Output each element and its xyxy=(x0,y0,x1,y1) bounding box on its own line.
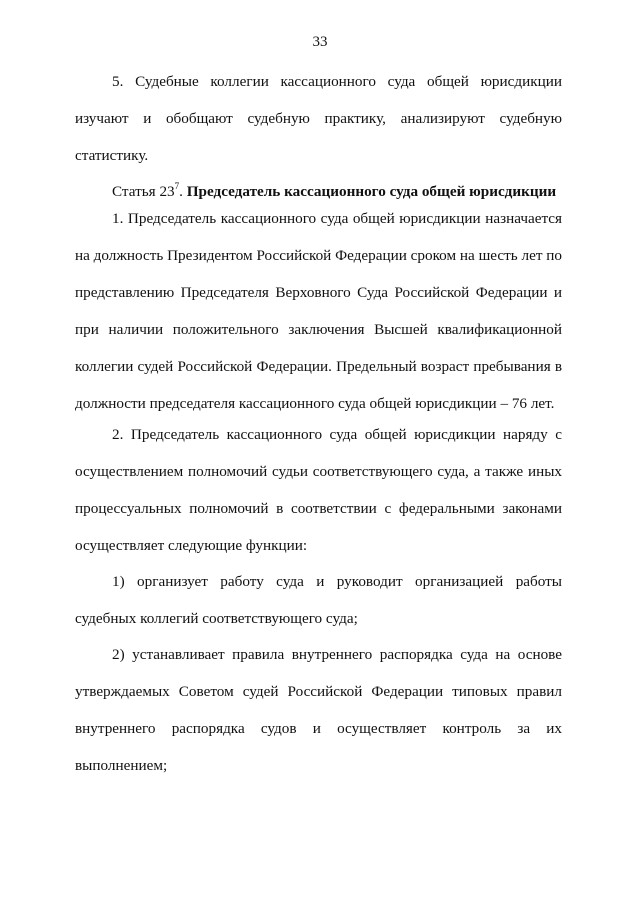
list-item-1: 1) организует работу суда и руководит организацией работы судебных коллегий соответствующего суда; xyxy=(75,573,562,627)
article-number: Статья 23 xyxy=(112,183,175,200)
page-number: 33 xyxy=(312,34,328,50)
list-item-2: 2) устанавливает правила внутреннего распорядка суда на основе утверждаемых Советом судей Российской Федерации типовых правил внутреннего распорядка судов и осуществляет контроль за их выполнением; xyxy=(75,646,562,774)
article-separator: . xyxy=(179,183,183,200)
paragraph-2: 2. Председатель кассационного суда общей юрисдикции наряду с осуществлением полномочий судьи соответствующего суда, а также иных процессуальных полномочий в соответствии с федеральными законами осуществляет следующие функции: xyxy=(75,426,562,554)
article-superscript: 7 xyxy=(174,181,180,191)
paragraph-1: 1. Председатель кассационного суда общей юрисдикции назначается на должность Президентом Российской Федерации сроком на шесть лет по представлению Председателя Верховного Суда Российской Федерации и при наличии положительного заключения Высшей квалификационной коллегии судей Российской Федерации. Предельный возраст пребывания в должности председателя кассационного суда общей юрисдикции – 76 лет. xyxy=(75,210,562,412)
article-title: Председатель кассационного суда общей юрисдикции xyxy=(186,183,557,200)
paragraph-5: 5. Судебные коллегии кассационного суда общей юрисдикции изучают и обобщают судебную практику, анализируют судебную статистику. xyxy=(75,73,562,164)
